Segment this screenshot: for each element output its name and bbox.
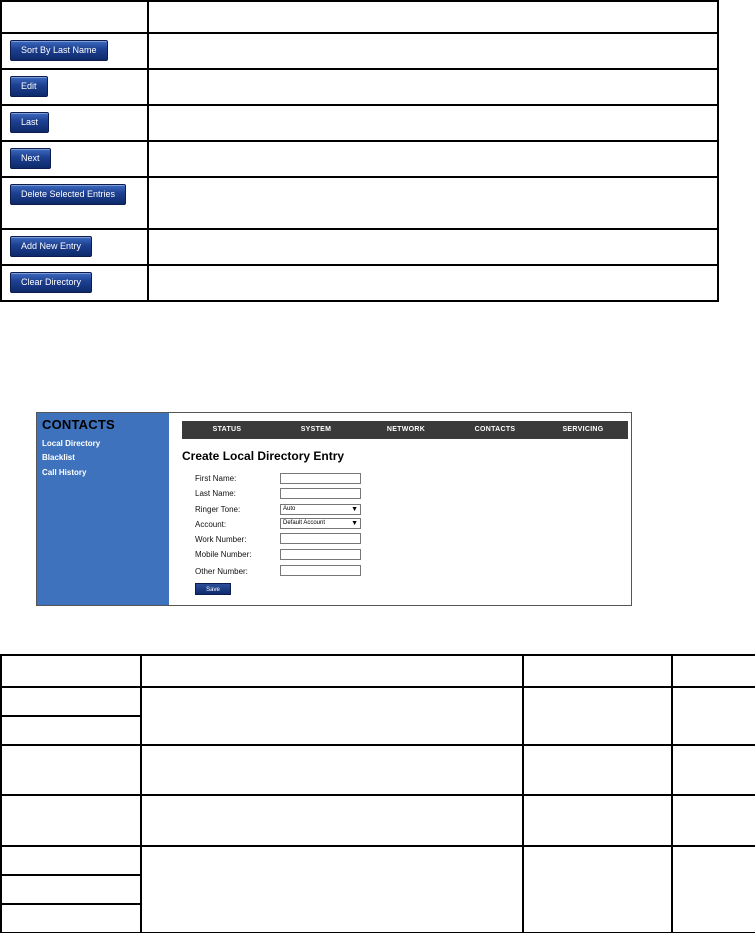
description-cell [148,229,718,265]
tab-system[interactable]: SYSTEM [300,426,332,433]
button-cell [1,141,148,177]
last-name-label: Last Name: [195,489,236,498]
save-button[interactable]: Save [195,583,231,595]
sidebar-item-blacklist[interactable]: Blacklist [42,453,75,462]
chevron-down-icon: ▼ [351,520,358,527]
description-cell [148,177,718,229]
table-cell [523,795,672,846]
work-number-field[interactable] [280,533,361,544]
table-cell [1,716,141,745]
ringer-tone-select[interactable] [280,504,361,515]
ringer-tone-label: Ringer Tone: [195,505,241,514]
description-cell [148,265,718,301]
table-cell [141,795,523,846]
add-new-entry-button[interactable]: Add New Entry [10,236,92,257]
header-cell [148,1,718,33]
table-cell [141,745,523,795]
last-name-field[interactable] [280,488,361,499]
other-number-field[interactable] [280,565,361,576]
next-button[interactable]: Next [10,148,51,169]
table-cell [141,687,523,745]
sidebar-item-local-directory[interactable]: Local Directory [42,439,101,448]
description-cell [148,69,718,105]
table-cell [141,846,523,933]
table-cell [1,687,141,716]
top-navigation [182,421,628,439]
table-cell [1,795,141,846]
table-cell [1,904,141,933]
header-cell [1,1,148,33]
table-cell [672,745,755,795]
tab-status[interactable]: STATUS [212,426,242,433]
actions-table [0,0,719,302]
table-cell [672,795,755,846]
sidebar-item-call-history[interactable]: Call History [42,468,87,477]
tab-servicing[interactable]: SERVICING [562,426,604,433]
header-cell [672,655,755,687]
sidebar-title: CONTACTS [42,417,115,432]
account-label: Account: [195,520,227,529]
other-number-label: Other Number: [195,567,248,576]
button-cell [1,177,148,229]
button-cell [1,229,148,265]
header-cell [1,655,141,687]
button-cell [1,33,148,69]
tab-network[interactable]: NETWORK [386,426,426,433]
header-cell [141,655,523,687]
clear-directory-button[interactable]: Clear Directory [10,272,92,293]
button-cell [1,265,148,301]
sort-by-last-name-button[interactable]: Sort By Last Name [10,40,108,61]
table-cell [672,687,755,745]
fields-table [0,654,755,933]
table-cell [672,846,755,933]
account-value: Default Account [283,520,326,526]
page-title: Create Local Directory Entry [182,449,345,463]
description-cell [148,141,718,177]
account-select[interactable] [280,518,361,529]
edit-button[interactable]: Edit [10,76,48,97]
button-cell [1,69,148,105]
first-name-label: First Name: [195,474,237,483]
table-cell [523,745,672,795]
work-number-label: Work Number: [195,535,247,544]
header-cell [523,655,672,687]
table-cell [1,846,141,875]
mobile-number-label: Mobile Number: [195,550,252,559]
web-ui-screenshot [36,412,632,606]
description-cell [148,33,718,69]
table-cell [523,687,672,745]
button-cell [1,105,148,141]
table-cell [523,846,672,933]
mobile-number-field[interactable] [280,549,361,560]
table-cell [1,875,141,904]
sidebar [37,413,169,605]
last-button[interactable]: Last [10,112,49,133]
ringer-tone-value: Auto [283,506,296,512]
chevron-down-icon: ▼ [351,506,358,513]
first-name-field[interactable] [280,473,361,484]
delete-selected-entries-button[interactable]: Delete Selected Entries [10,184,126,205]
table-cell [1,745,141,795]
description-cell [148,105,718,141]
tab-contacts[interactable]: CONTACTS [474,426,516,433]
